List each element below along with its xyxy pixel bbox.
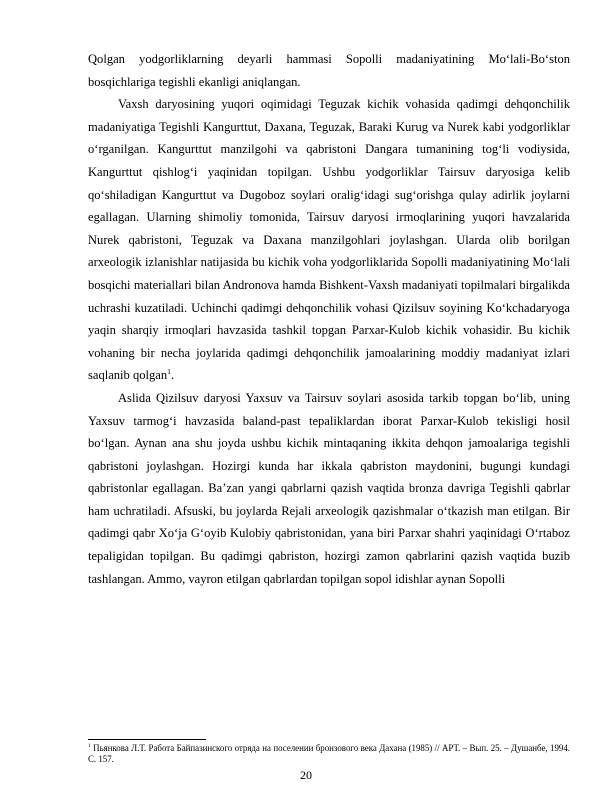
footnote-text: Пьянкова Л.Т. Работа Байпазинского отряда на поселении бронзового века Дахана (1985) // АРТ. – Вып. 25. – Душанбе, 1994. С. 157. bbox=[88, 743, 570, 765]
footnote-reference[interactable]: 1 bbox=[167, 367, 171, 377]
paragraph-2-text: Vaxsh daryosining yuqori oqimidagi Teguzak kichik vohasida qadimgi dehqonchilik madaniyatiga Tegishli Kangurttut, Daxana, Teguzak, Baraki Kurug va Nurek kabi yodgorliklar o‘rganilgan. Kangurttut manzilgohi va qabristoni Dangara tumanining tog‘li vodiysida, Kangurttut qishlog‘i yaqinidan topilgan. Ushbu yodgorliklar Tairsuv daryosiga kelib qo‘shiladigan Kangurttut va Dugoboz soylari oralig‘idagi sug‘orishga qulay adirlik joylarni egallagan. Ularning shimoliy tomonida, Tairsuv daryosi irmoqlarining yuqori havzalarida Nurek qabristoni, Teguzak va Daxana manzilgohlari joylashgan. Ularda olib borilgan arxeologik izlanishlar natijasida bu kichik voha yodgorliklarida Sopolli madaniyatining Mo‘lali bosqichi materiallari bilan Andronova hamda Bishkent-Vaxsh madaniyati topilmalari birgalikda uchrashi kuzatiladi. Uchinchi qadimgi dehqonchilik vohasi Qizilsuv soyining Ko‘kchadaryoga yaqin sharqiy irmoqlari havzasida tashkil topgan Parxar-Kulob kichik vohasidir. Bu kichik vohaning bir necha joylarida qadimgi dehqonchilik jamoalarining moddiy madaniyat izlari saqlanib qolgan bbox=[88, 97, 570, 383]
page-number: 20 bbox=[300, 768, 312, 782]
footnote-separator bbox=[88, 739, 206, 740]
paragraph-3: Aslida Qizilsuv daryosi Yaxsuv va Tairsuv soylari asosida tarkib topgan bo‘lib, uning Yaxsuv tarmog‘i havzasida baland-past tepaliklardan iborat Parxar-Kulob tekisligi hosil bo‘lgan. Aynan ana shu joyda ushbu kichik mintaqaning ikkita dehqon jamoalariga tegishli qabristoni joylashgan. Hozirgi kunda har ikkala qabriston maydonini, bugungi kundagi qabristonlar egallagan. Ba’zan yangi qabrlarni qazish vaqtida bronza davriga Tegishli qabrlar ham uchratiladi. Afsuski, bu joylarda Rejali arxeologik qazishmalar o‘tkazish man etilgan. Bir qadimgi qabr Xo‘ja G‘oyib Kulobiy qabristonidan, yana biri Parxar shahri yaqinidagi O‘rtaboz tepaligidan topilgan. Bu qadimgi qabriston, hozirgi zamon qabrlarini qazish vaqtida buzib tashlangan. Ammo, vayron etilgan qabrlardan topilgan sopol idishlar aynan Sopolli bbox=[88, 390, 570, 586]
footnote-marker: 1 bbox=[88, 743, 91, 750]
main-text bbox=[88, 48, 570, 590]
paragraph-1: Qolgan yodgorliklarning deyarli hammasi Sopolli madaniyatining Mo‘lali-Bo‘ston bosqichlariga tegishli ekanligi aniqlangan. bbox=[88, 52, 570, 89]
paragraph-2 bbox=[88, 93, 570, 387]
paragraph-2-end: . bbox=[171, 368, 175, 383]
footnote bbox=[88, 743, 570, 765]
